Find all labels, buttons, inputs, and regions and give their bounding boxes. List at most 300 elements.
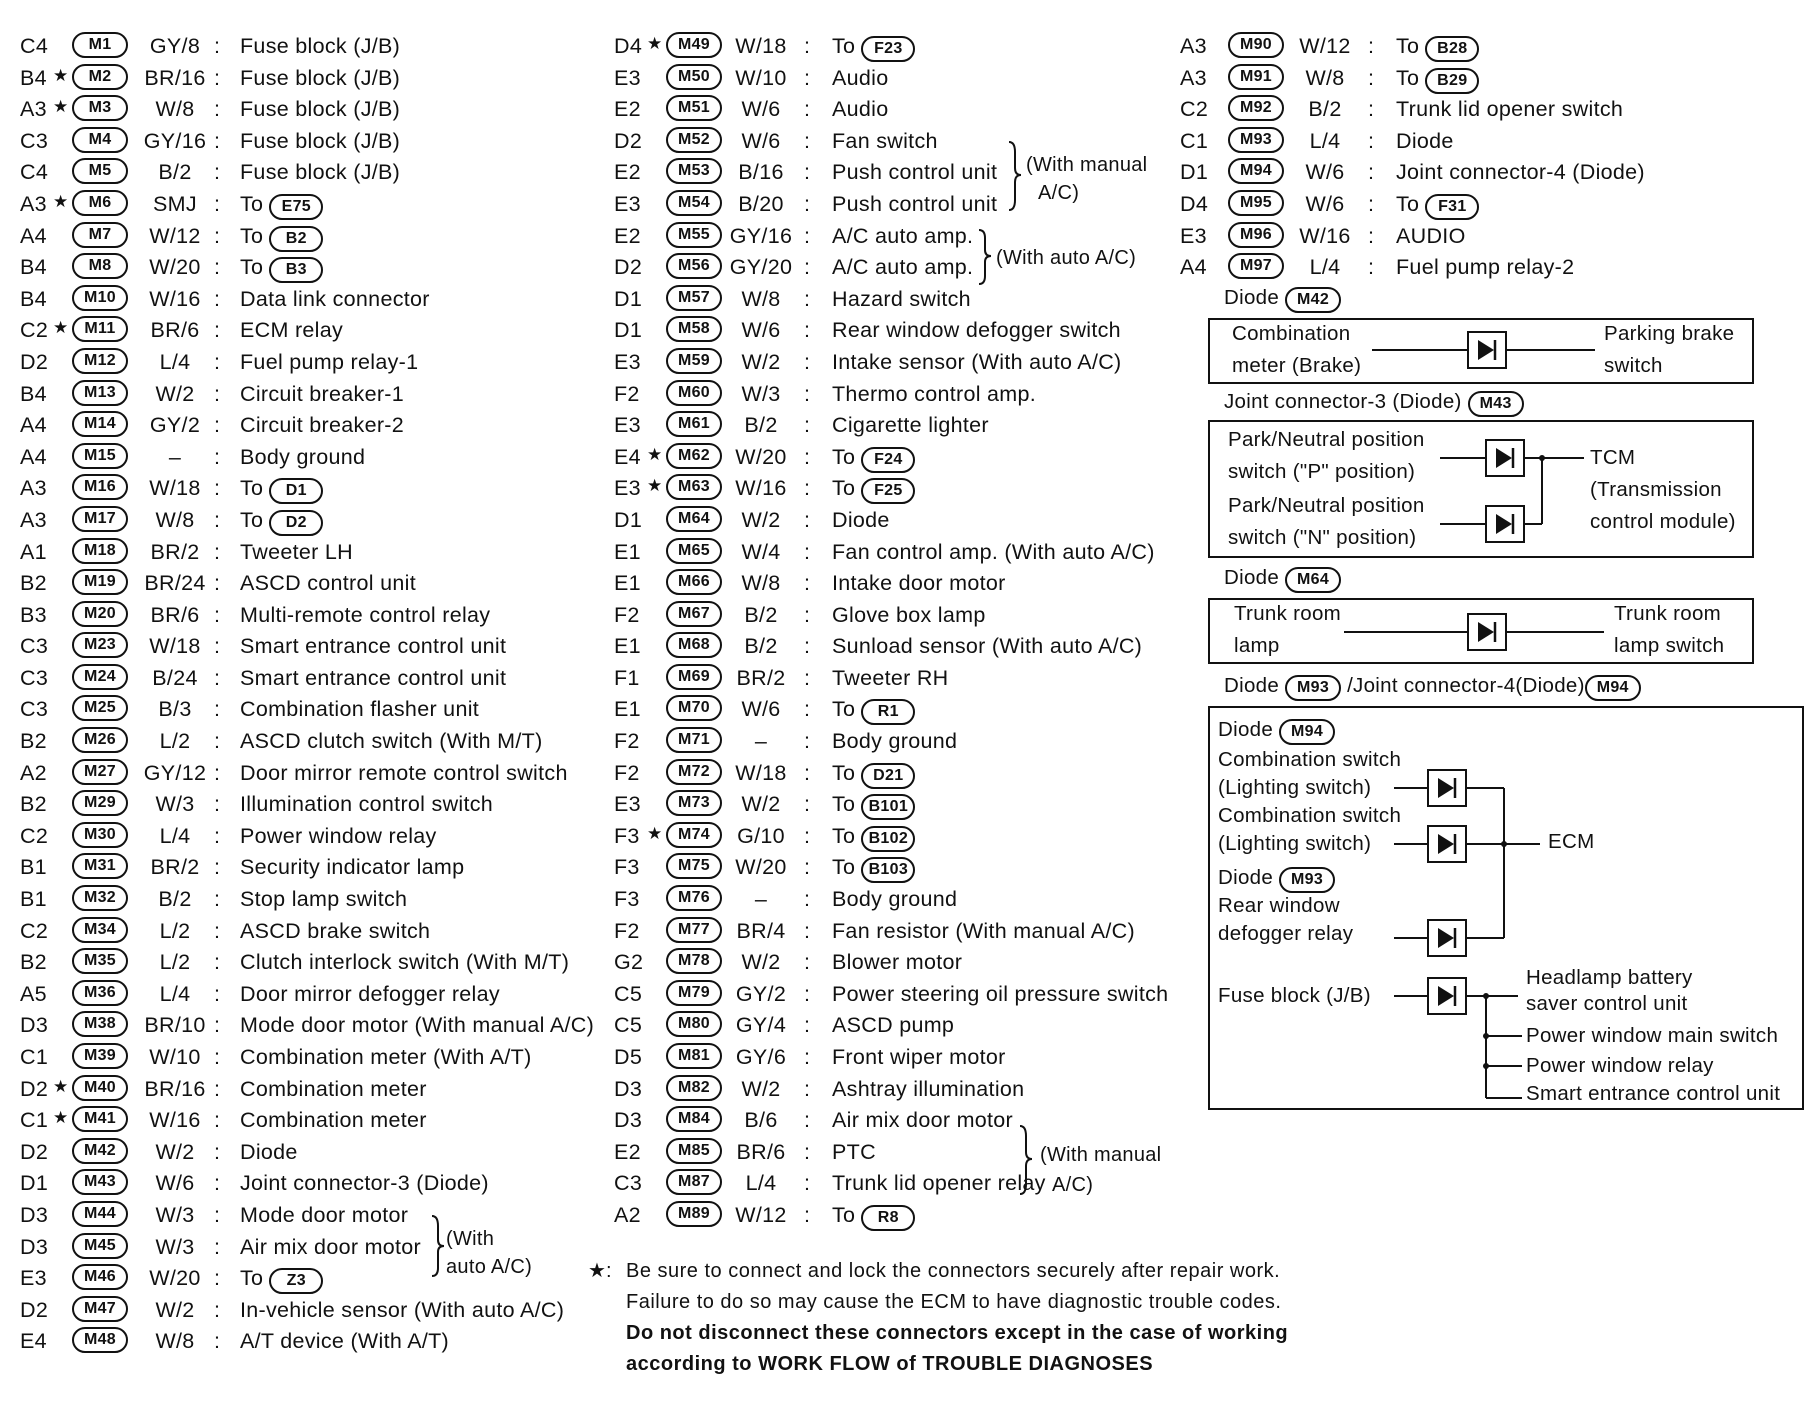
grid-ref: F3 [614,823,640,848]
connector-description [240,634,506,659]
description-text: ASCD pump [832,1013,955,1038]
description-text: To [832,476,856,501]
wire-spec: W/3 [741,381,781,406]
connector-badge: M57 [666,285,722,311]
separator: : [804,413,811,438]
connector-description [240,855,464,880]
grid-ref: D3 [20,1013,49,1038]
connector-badge: M5 [72,158,128,184]
brace-note-with: (With [446,1228,495,1250]
connector-badge: M89 [666,1201,722,1227]
description-text: Fan resistor (With manual A/C) [832,918,1135,943]
wire-spec: W/2 [155,1297,195,1322]
wire-spec: W/8 [155,1329,195,1354]
brace-icon [1005,138,1025,214]
separator: : [804,1139,811,1164]
connector-row [614,1011,1174,1043]
grid-ref: F2 [614,918,640,943]
connector-row [614,380,1174,412]
diagram-sub-title [1218,866,1335,893]
diagram-input-1-line-1: Combination switch [1218,748,1402,771]
connector-badge: M31 [72,853,128,879]
grid-ref: B2 [20,950,47,975]
connector-description [240,1298,564,1323]
connector-row [20,1043,620,1075]
description-text: ASCD control unit [240,571,416,596]
grid-ref: A2 [20,760,47,785]
connector-badge: M18 [72,538,128,564]
separator: : [804,729,811,754]
description-text: To [240,255,264,280]
connector-description [832,508,890,533]
diagram-title-text: /Joint connector-4(Diode) [1347,674,1585,697]
separator: : [804,191,811,216]
connector-badge: M74 [666,822,722,848]
connector-description [832,950,962,975]
wire-spec: W/18 [149,476,201,501]
separator: : [214,381,221,406]
grid-ref: D1 [614,286,643,311]
connector-row [20,727,620,759]
grid-ref: F3 [614,887,640,912]
connector-row [1180,158,1800,190]
wire-spec: W/12 [149,223,201,248]
connector-row [20,222,620,254]
connector-description [240,887,407,912]
grid-ref: D2 [20,1076,49,1101]
connector-badge: M49 [666,32,722,58]
grid-ref: F2 [614,729,640,754]
grid-ref: E3 [20,1266,47,1291]
separator: : [804,918,811,943]
separator: : [804,381,811,406]
connector-description [832,855,915,883]
connector-description [240,824,437,849]
diagram-input-2-line-1: Park/Neutral position [1228,494,1425,517]
description-text: Trunk lid opener switch [1396,97,1624,122]
connector-row [1180,95,1800,127]
wire-spec: W/2 [741,792,781,817]
connector-description [240,129,400,154]
separator: : [214,1266,221,1291]
separator: : [214,539,221,564]
connector-row [1180,222,1800,254]
grid-ref: B3 [20,602,47,627]
wire-spec: B/2 [744,413,778,438]
connector-row [20,32,620,64]
connector-description [240,603,490,628]
description-text: To [832,34,856,58]
connector-row [20,316,620,348]
connector-row [614,664,1174,696]
connector-badge: M65 [666,538,722,564]
grid-ref: A4 [20,444,47,469]
connector-row [20,885,620,917]
wire-spec: W/4 [741,539,781,564]
destination-connector-badge: B28 [1425,36,1479,62]
diagram-input-3-line-1: Rear window [1218,894,1340,917]
destination-connector-badge: B103 [861,857,915,883]
connector-description [1396,255,1574,280]
connector-row [614,474,1174,506]
grid-ref: B4 [20,255,47,280]
connector-row [614,1106,1174,1138]
connector-row [20,695,620,727]
destination-connector-badge: B102 [861,826,915,852]
wire-spec: BR/6 [150,602,200,627]
connector-badge: M80 [666,1011,722,1037]
description-text: Data link connector [240,286,430,311]
wire-spec: B/6 [744,1108,778,1133]
connector-description [832,540,1155,565]
wire-spec: W/20 [735,444,787,469]
diagram-input-1-line-1: Park/Neutral position [1228,428,1425,451]
connector-badge: M46 [72,1264,128,1290]
grid-ref: C1 [20,1108,49,1133]
description-text: To [240,507,264,532]
separator: : [214,128,221,153]
connector-badge: M60 [666,380,722,406]
description-text: Tweeter RH [832,665,949,690]
grid-ref: C5 [614,981,643,1006]
separator: : [214,760,221,785]
connector-description [832,824,915,852]
wire-spec: W/2 [741,349,781,374]
wire-spec: L/2 [159,729,191,754]
diagram-title-text: Diode [1224,286,1280,309]
description-text: To [240,476,264,501]
description-text: In-vehicle sensor (With auto A/C) [240,1297,565,1322]
diagram-title-text: Diode [1224,674,1280,697]
grid-ref: B1 [20,887,47,912]
grid-ref: B2 [20,571,47,596]
connector-badge: M13 [72,380,128,406]
connector-description [240,66,400,91]
star-icon: ★ [53,65,69,85]
wire-spec: BR/16 [144,65,206,90]
grid-ref: C3 [20,697,49,722]
connector-description [832,1077,1024,1102]
connector-description [832,192,997,217]
connector-row [20,380,620,412]
connector-description [832,1203,915,1231]
connector-description [832,571,1006,596]
connector-description [240,950,569,975]
grid-ref: D2 [20,1139,49,1164]
connector-description [240,34,400,59]
connector-row [614,411,1174,443]
separator: : [804,1108,811,1133]
connector-badge: M32 [72,885,128,911]
connector-badge: M70 [666,695,722,721]
connector-badge: M23 [72,632,128,658]
connector-row [20,348,620,380]
wire-spec: B/24 [152,665,198,690]
wire-spec: L/2 [159,918,191,943]
connector-description [832,761,915,789]
grid-ref: D2 [614,128,643,153]
wire-spec: W/20 [149,1266,201,1291]
connector-badge: M73 [666,790,722,816]
description-text: A/T device (With A/T) [240,1329,450,1354]
separator: : [1368,160,1375,185]
note-colon: : [606,1260,613,1282]
description-text: Clutch interlock switch (With M/T) [240,950,570,975]
description-text: Cigarette lighter [832,413,989,438]
separator: : [804,223,811,248]
description-text: Combination meter (With A/T) [240,1045,532,1069]
connector-badge: M62 [666,443,722,469]
wire-spec: GY/16 [729,223,793,248]
connector-description [240,413,404,438]
description-text: Mode door motor [240,1202,409,1227]
connector-row [1180,253,1800,285]
description-text: Stop lamp switch [240,887,408,912]
connector-description [240,1013,594,1038]
brace-note-auto-ac: auto A/C) [446,1256,533,1278]
wire-spec: W/2 [155,1139,195,1164]
grid-ref: C3 [20,128,49,153]
connector-row [20,632,620,664]
diagram-sub-title-text: Diode [1218,718,1274,741]
diagram-input-3-line-2: defogger relay [1218,922,1354,945]
note-line-3-text: Do not disconnect these connectors except in the case of working [626,1322,1289,1344]
wire-spec: W/16 [149,1108,201,1133]
grid-ref: D4 [614,34,643,58]
connector-row [614,506,1174,538]
separator: : [804,255,811,280]
destination-connector-badge: B101 [861,794,915,820]
description-text: To [832,1202,856,1227]
wire-spec: B/2 [744,634,778,659]
connector-row [614,64,1174,96]
grid-ref: A3 [20,507,47,532]
grid-ref: D3 [20,1234,49,1259]
separator: : [214,887,221,912]
grid-ref: C2 [1180,97,1209,122]
wire-spec: SMJ [153,191,197,216]
connector-description [832,318,1121,343]
separator: : [214,65,221,90]
description-text: Hazard switch [832,286,971,311]
connector-row [20,1327,620,1359]
grid-ref: G2 [614,950,644,975]
connector-badge: M71 [666,727,722,753]
description-text: Smart entrance control unit [240,665,507,690]
separator: : [214,255,221,280]
destination-connector-badge: Z3 [269,1268,323,1294]
diagram-title-text: Diode [1224,566,1280,589]
separator: : [214,349,221,374]
connector-description [240,571,416,596]
description-text: Sunload sensor (With auto A/C) [832,634,1143,659]
connector-row [20,506,620,538]
separator: : [214,1013,221,1038]
connector-description [240,350,418,375]
connector-badge: M64 [666,506,722,532]
grid-ref: C1 [1180,128,1209,153]
grid-ref: D2 [20,349,49,374]
connector-badge: M36 [72,980,128,1006]
wire-spec: BR/24 [144,571,206,596]
grid-ref: E3 [614,413,641,438]
connector-description [832,382,1036,407]
diagram-left-label-2: meter (Brake) [1232,354,1362,377]
connector-row [614,348,1174,380]
connector-row [20,601,620,633]
connector-badge: M43 [72,1169,128,1195]
wire-spec: W/12 [735,1202,787,1227]
connector-description [832,1013,954,1038]
grid-ref: D3 [20,1202,49,1227]
grid-ref: B4 [20,286,47,311]
star-icon: ★ [647,476,663,496]
wire-spec: W/3 [155,1202,195,1227]
wire-spec: L/4 [159,349,191,374]
description-text: Audio [832,97,889,122]
separator: : [214,1297,221,1322]
connector-badge: M42 [72,1138,128,1164]
connector-row [614,601,1174,633]
wire-spec: W/16 [149,286,201,311]
connector-description [832,1108,1013,1133]
description-text: Front wiper motor [832,1045,1006,1069]
connector-badge: M44 [72,1201,128,1227]
connector-badge: M92 [1228,95,1284,121]
grid-ref: A3 [1180,65,1207,90]
connector-badge: M81 [666,1043,722,1069]
separator: : [804,855,811,880]
separator: : [1368,128,1375,153]
connector-badge: M63 [666,474,722,500]
wire-spec: W/2 [741,507,781,532]
connector-description [1396,34,1479,62]
description-text: Audio [832,65,889,90]
connector-badge: M43 [1468,391,1524,417]
separator: : [804,602,811,627]
connector-description [1396,224,1466,249]
separator: : [214,729,221,754]
connector-row [20,1011,620,1043]
separator: : [214,1234,221,1259]
connector-badge: M39 [72,1043,128,1069]
separator: : [214,1202,221,1227]
description-text: Fuel pump relay-2 [1396,255,1575,280]
separator: : [214,855,221,880]
destination-connector-badge: F23 [861,36,915,62]
grid-ref: A5 [20,981,47,1006]
connector-badge: M3 [72,95,128,121]
diagram-output-4: Smart entrance control unit [1526,1082,1781,1105]
connector-row [20,759,620,791]
connector-badge: M56 [666,253,722,279]
description-text: Joint connector-3 (Diode) [240,1171,489,1196]
connector-description [832,729,957,754]
separator: : [804,476,811,501]
connector-badge: M1 [72,32,128,58]
connector-badge: M14 [72,411,128,437]
connector-badge: M66 [666,569,722,595]
description-text: Intake door motor [832,571,1006,596]
separator: : [214,223,221,248]
grid-ref: A4 [20,413,47,438]
grid-ref: C1 [20,1045,49,1069]
connector-row [614,316,1174,348]
grid-ref: D1 [20,1171,49,1196]
grid-ref: E3 [614,191,641,216]
note-star-icon: ★ [588,1260,607,1282]
diagram-output-line-2: (Transmission [1590,478,1722,501]
connector-description [832,697,915,725]
connector-badge: M79 [666,980,722,1006]
destination-connector-badge: B2 [269,226,323,252]
description-text: Air mix door motor [240,1234,422,1259]
connector-row [20,474,620,506]
connector-badge: M42 [1285,287,1341,313]
grid-ref: B2 [20,729,47,754]
separator: : [804,950,811,975]
wire-spec: W/6 [741,97,781,122]
description-text: Fan switch [832,128,938,153]
connector-row [20,1201,620,1233]
connector-badge: M94 [1585,675,1641,701]
connector-badge: M77 [666,917,722,943]
wire-spec: W/2 [155,381,195,406]
separator: : [214,286,221,311]
connector-description [1396,129,1454,154]
description-text: Fuse block (J/B) [240,34,401,58]
connector-badge: M85 [666,1138,722,1164]
connector-row [20,411,620,443]
destination-connector-badge: B29 [1425,68,1479,94]
grid-ref: A4 [1180,255,1207,280]
connector-row [614,853,1174,885]
wire-spec: BR/4 [736,918,786,943]
connector-row [20,1296,620,1328]
description-text: Combination meter [240,1076,427,1101]
separator: : [214,1329,221,1354]
connector-badge: M19 [72,569,128,595]
separator: : [214,1045,221,1069]
connector-description [832,66,889,91]
destination-connector-badge: D21 [861,763,915,789]
separator: : [804,507,811,532]
connector-list-column-3 [1180,32,1800,285]
connector-row [20,158,620,190]
connector-row [20,853,620,885]
diagram-right-label-2: lamp switch [1614,634,1725,657]
connector-description [240,1077,427,1102]
grid-ref: C3 [20,634,49,659]
connector-badge: M78 [666,948,722,974]
connector-row [614,948,1174,980]
connector-description [832,34,915,62]
description-text: To [1396,65,1420,90]
connector-description [1396,192,1479,220]
wire-spec: G/10 [737,823,785,848]
grid-ref: F2 [614,602,640,627]
wire-spec: W/8 [1305,65,1345,90]
connector-badge: M58 [666,316,722,342]
wire-spec: L/4 [745,1171,777,1196]
description-text: AUDIO [1396,223,1466,248]
diagram-right-label-1: Trunk room [1614,602,1722,625]
separator: : [214,476,221,501]
connector-description [832,887,957,912]
wire-spec: BR/6 [736,1139,786,1164]
separator: : [214,823,221,848]
wire-spec: W/16 [1299,223,1351,248]
